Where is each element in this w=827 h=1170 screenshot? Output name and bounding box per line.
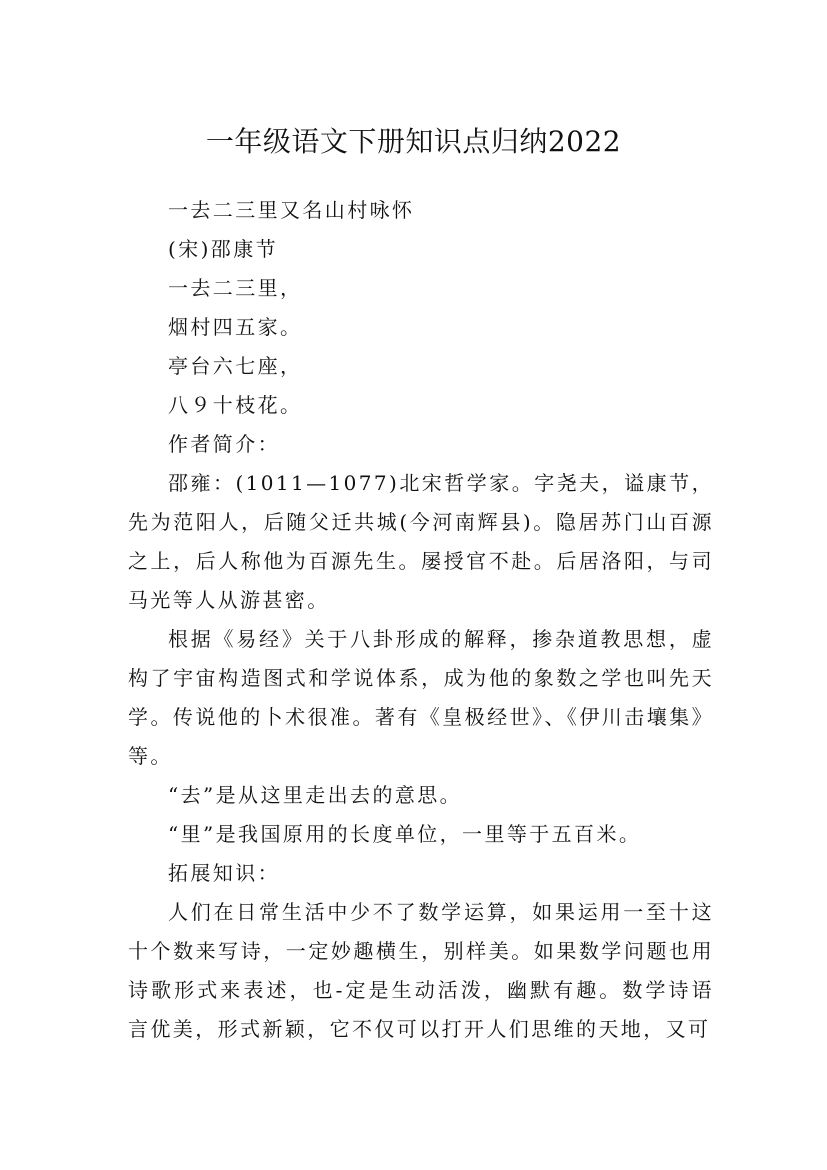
poem-line-1: 一去二三里， — [168, 276, 303, 300]
author-bio-paragraph: 邵雍：(1011—1077)北宋哲学家。字尧夫，谥康节，先为范阳人，后随父迁共城(今河南辉县)。隐居苏门山百源之上，后人称他为百源先生。屡授官不赴。后居洛阳，与司马光等人从游甚密。 — [128, 471, 714, 612]
author-works-paragraph: 根据《易经》关于八卦形成的解释，掺杂道教思想，虚构了宇宙构造图式和学说体系，成为他的象数之学也叫先天学。传说他的卜术很准。著有《皇极经世》、《伊川击壤集》等。 — [128, 627, 714, 768]
document-body — [128, 191, 714, 1049]
poem-line-3: 亭台六七座， — [168, 354, 303, 378]
poem-author: (宋)邵康节 — [168, 237, 279, 261]
author-intro-heading: 作者简介： — [168, 432, 280, 456]
document-title: 一年级语文下册知识点归纳2022 — [205, 124, 622, 158]
word-note-qu: “去”是从这里走出去的意思。 — [168, 783, 463, 807]
poem-line-4: 八９十枝花。 — [168, 393, 303, 417]
extended-knowledge-paragraph: 人们在日常生活中少不了数学运算，如果运用一至十这十个数来写诗，一定妙趣横生，别样美。如果数学问题也用诗歌形式来表述，也-定是生动活泼，幽默有趣。数学诗语言优美，形式新颖，它不仅可以打开人们思维的天地，又可 — [128, 900, 714, 1041]
word-note-li: “里”是我国原用的长度单位，一里等于五百米。 — [168, 822, 642, 846]
extended-knowledge-heading: 拓展知识： — [168, 861, 280, 885]
poem-title: 一去二三里又名山村咏怀 — [168, 198, 415, 222]
poem-line-2: 烟村四五家。 — [168, 315, 303, 339]
